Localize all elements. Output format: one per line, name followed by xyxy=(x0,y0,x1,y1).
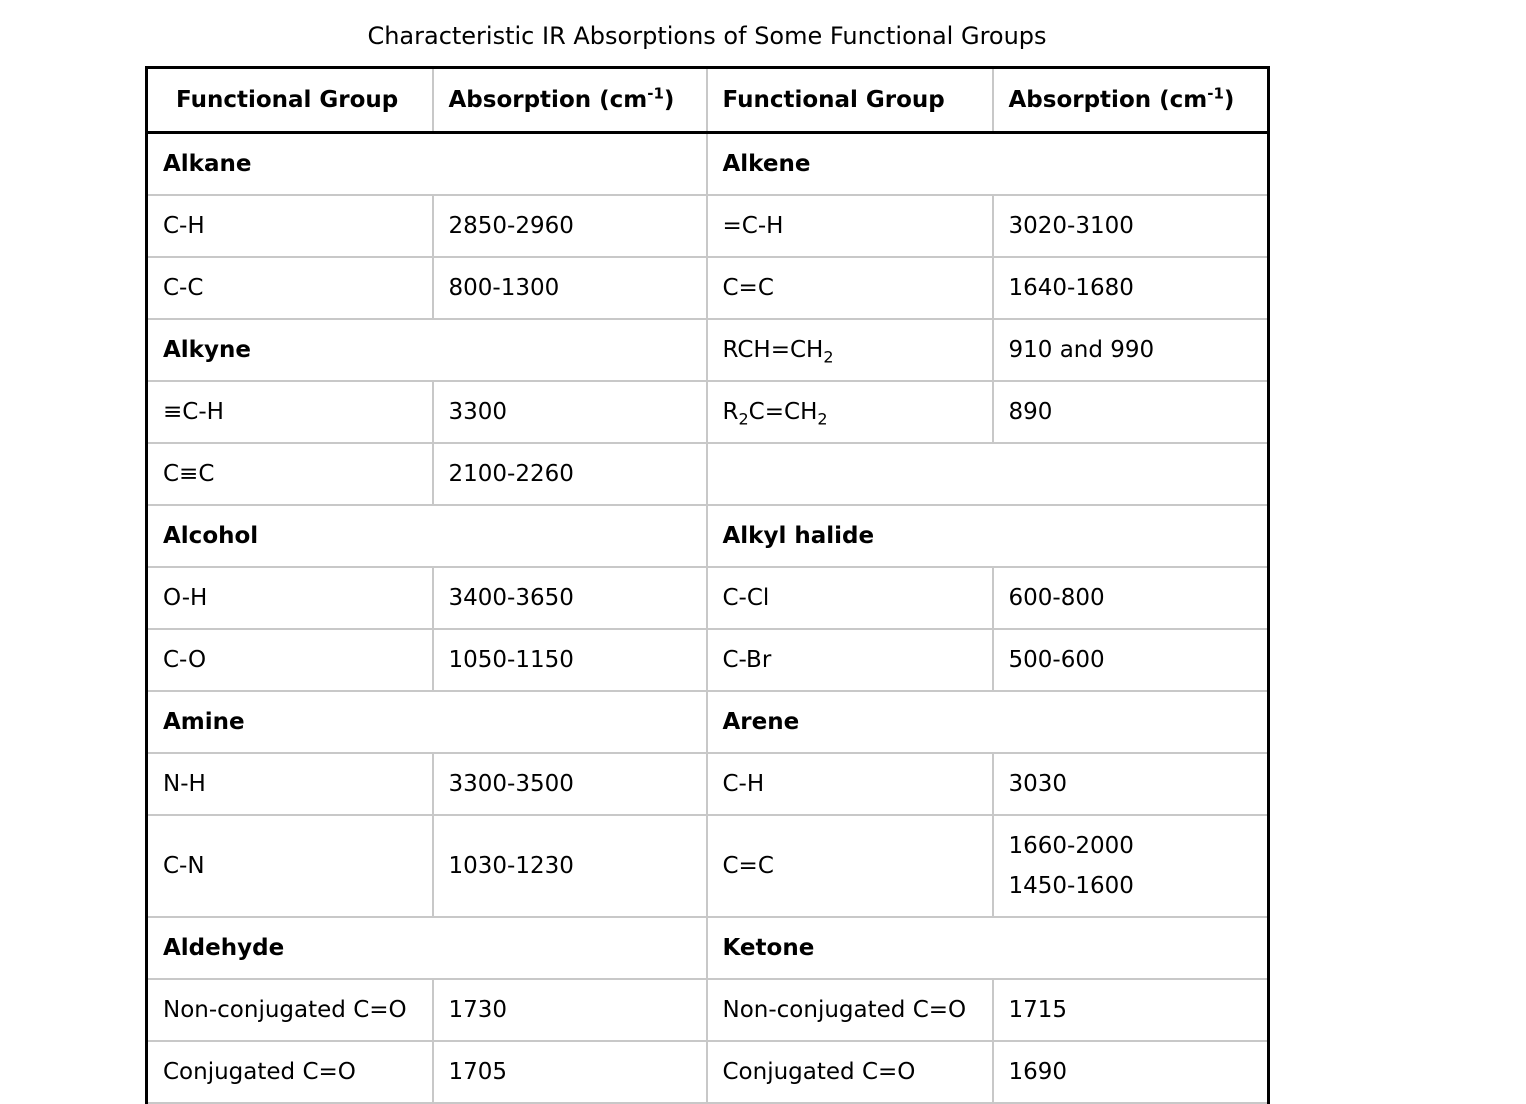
absorption-cell: 2850-2960 xyxy=(433,195,707,257)
table-row xyxy=(147,917,1269,979)
bond-cell: C-N xyxy=(147,815,433,917)
table-row xyxy=(147,319,1269,381)
bond-cell: O-H xyxy=(147,567,433,629)
bond-cell: C≡C xyxy=(147,443,433,505)
bond-cell: $R_2C=CH_2$ xyxy=(707,381,993,443)
bond-cell: C-C xyxy=(147,257,433,319)
absorption-cell: 600-800 xyxy=(993,567,1269,629)
header-absorption: Absorption $(cm^{-1})$ xyxy=(993,68,1269,133)
absorption-cell: 1030-1230 xyxy=(433,815,707,917)
bond-cell: C-H xyxy=(147,195,433,257)
header-functional-group: Functional Group xyxy=(707,68,993,133)
absorption-cell: 3020-3100 xyxy=(993,195,1269,257)
bond-cell: Non-conjugated C=O xyxy=(707,979,993,1041)
absorption-cell: 3300-3500 xyxy=(433,753,707,815)
table-row xyxy=(147,815,1269,917)
absorption-cell: 890 xyxy=(993,381,1269,443)
bond-cell: C-Br xyxy=(707,629,993,691)
bond-cell: C-Cl xyxy=(707,567,993,629)
group-heading-alkyl-halide: Alkyl halide xyxy=(707,505,1269,567)
absorption-cell: 3300 xyxy=(433,381,707,443)
table-row xyxy=(147,133,1269,196)
bond-cell: Non-conjugated C=O xyxy=(147,979,433,1041)
bond-cell: C-O xyxy=(147,629,433,691)
absorption-cell: 800-1300 xyxy=(433,257,707,319)
absorption-cell: 910 and 990 xyxy=(993,319,1269,381)
absorption-cell: 3030 xyxy=(993,753,1269,815)
group-heading-ketone: Ketone xyxy=(707,917,1269,979)
absorption-cell: 1715 xyxy=(993,979,1269,1041)
group-heading-alkane: Alkane xyxy=(147,133,707,196)
header-absorption: Absorption $(cm^{-1})$ xyxy=(433,68,707,133)
table-row xyxy=(147,381,1269,443)
empty-cell xyxy=(707,443,1269,505)
group-heading-alkyne: Alkyne xyxy=(147,319,707,381)
header-functional-group: Functional Group xyxy=(147,68,433,133)
absorption-cell: 1660-2000 1450-1600 xyxy=(993,815,1269,917)
bond-cell: ≡C-H xyxy=(147,381,433,443)
table-row xyxy=(147,257,1269,319)
group-heading-amine: Amine xyxy=(147,691,707,753)
absorption-cell: 1690 xyxy=(993,1041,1269,1103)
absorption-cell: 1050-1150 xyxy=(433,629,707,691)
ir-absorption-table xyxy=(145,66,1270,1104)
bond-cell: =C-H xyxy=(707,195,993,257)
absorption-cell: 3400-3650 xyxy=(433,567,707,629)
bond-cell: N-H xyxy=(147,753,433,815)
bond-cell: $RCH=CH_2$ xyxy=(707,319,993,381)
absorption-cell: 1730 xyxy=(433,979,707,1041)
table-row xyxy=(147,979,1269,1041)
absorption-cell: 500-600 xyxy=(993,629,1269,691)
header-row xyxy=(147,68,1269,133)
table-row xyxy=(147,753,1269,815)
table-row xyxy=(147,505,1269,567)
table-caption: Characteristic IR Absorptions of Some Functional Groups xyxy=(367,22,1047,50)
table-row xyxy=(147,1041,1269,1103)
bond-cell: C=C xyxy=(707,257,993,319)
bond-cell: Conjugated C=O xyxy=(147,1041,433,1103)
group-heading-arene: Arene xyxy=(707,691,1269,753)
absorption-cell: 1705 xyxy=(433,1041,707,1103)
absorption-cell: 1640-1680 xyxy=(993,257,1269,319)
table-row xyxy=(147,567,1269,629)
table-row xyxy=(147,443,1269,505)
table-row xyxy=(147,195,1269,257)
group-heading-alkene: Alkene xyxy=(707,133,1269,196)
table-row xyxy=(147,629,1269,691)
bond-cell: C-H xyxy=(707,753,993,815)
bond-cell: C=C xyxy=(707,815,993,917)
group-heading-alcohol: Alcohol xyxy=(147,505,707,567)
group-heading-aldehyde: Aldehyde xyxy=(147,917,707,979)
absorption-cell: 2100-2260 xyxy=(433,443,707,505)
table-row xyxy=(147,691,1269,753)
bond-cell: Conjugated C=O xyxy=(707,1041,993,1103)
